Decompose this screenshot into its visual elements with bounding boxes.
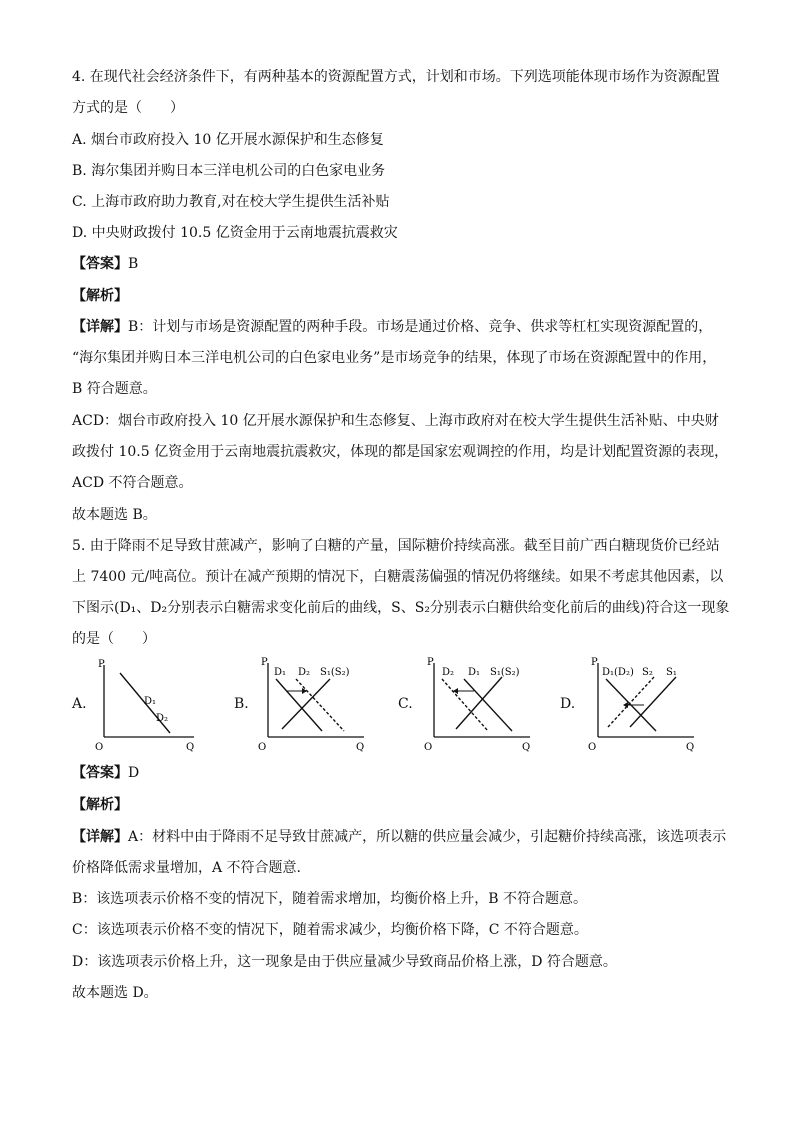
d2-label: D₂	[442, 667, 455, 678]
q5-analysis-line-2: 价格降低需求量增加，A 不符合题意.	[72, 860, 302, 876]
q5-conclusion: 故本题选 D。	[72, 985, 158, 1001]
q5-analysis-line-3: B：该选项表示价格不变的情况下，随着需求增加，均衡价格上升，B 不符合题意。	[72, 891, 588, 907]
q4-answer	[72, 254, 138, 274]
s-label: S₁(S₂)	[320, 667, 350, 678]
q4-option-b: B. 海尔集团并购日本三洋电机公司的白色家电业务	[72, 163, 386, 179]
q-axis-label: Q	[356, 742, 365, 753]
d2-curve	[296, 679, 344, 731]
q5-option-c	[398, 655, 563, 755]
d-label: D₁(D₂)	[602, 667, 634, 678]
q-axis-label: Q	[522, 742, 531, 753]
q4-analysis-line-5: 政拨付 10.5 亿资金用于云南地震抗震救灾，体现的都是国家宏观调控的作用，均是计划配置资源的表现，	[72, 444, 729, 460]
q4-analysis-line-3: B 符合题意。	[72, 381, 157, 397]
option-label: B.	[234, 696, 249, 712]
p-axis-label: P	[591, 657, 598, 668]
option-label: C.	[398, 696, 413, 712]
d2-label: D₂	[298, 667, 311, 678]
origin-label: O	[95, 742, 104, 753]
origin-label: O	[424, 742, 433, 753]
s-label: S₁(S₂)	[490, 667, 520, 678]
origin-label: O	[588, 742, 597, 753]
q4-stem-line-2: 方式的是（ ）	[72, 100, 184, 116]
supply-curve	[282, 679, 330, 729]
d1-curve	[276, 679, 322, 731]
q5-analysis-line-4: C：该选项表示价格不变的情况下，随着需求减少，均衡价格下降，C 不符合题意。	[72, 922, 588, 938]
d1-curve	[464, 679, 512, 731]
d1-label: D₁	[144, 696, 157, 707]
q5-option-a	[72, 655, 237, 755]
option-label: D.	[560, 696, 576, 712]
arrow-head	[453, 688, 458, 694]
answer-value: B	[128, 256, 139, 272]
graph-a	[90, 655, 200, 755]
q4-analysis-line-2: “海尔集团并购日本三洋电机公司的白色家电业务”是市场竞争的结果，体现了市场在资源配置中的作用，	[72, 350, 717, 366]
q5-stem-line-2: 上 7400 元/吨高位。预计在减产预期的情况下，白糖震荡偏强的情况仍将继续。如果不考虑其他因素，以	[72, 569, 724, 585]
q4-option-d: D. 中央财政拨付 10.5 亿资金用于云南地震抗震救灾	[72, 225, 398, 241]
q4-conclusion: 故本题选 B。	[72, 507, 157, 523]
q5-answer	[72, 763, 139, 783]
s1-label: S₁	[666, 667, 677, 678]
q4-option-a: A. 烟台市政府投入 10 亿开展水源保护和生态修复	[72, 132, 384, 148]
q4-analysis-tag: 【解析】	[72, 288, 128, 304]
s2-curve	[608, 677, 654, 727]
analysis-text: A：材料中由于降雨不足导致甘蔗减产，所以糖的供应量会减少，引起糖价持续高涨，该选项表示	[128, 829, 727, 845]
q5-analysis-line-5: D：该选项表示价格上升，这一现象是由于供应量减少导致商品价格上涨，D 符合题意。	[72, 954, 617, 970]
p-axis-label: P	[98, 659, 105, 670]
q4-analysis-line-6: ACD 不符合题意。	[72, 475, 193, 491]
p-axis-label: P	[261, 657, 268, 668]
q5-graph-options	[72, 655, 732, 755]
p-axis-label: P	[427, 657, 434, 668]
answer-tag: 【答案】	[72, 765, 128, 781]
q5-stem-line-4: 的是（ ）	[72, 631, 156, 647]
q4-option-c: C. 上海市政府助力教育,对在校大学生提供生活补贴	[72, 194, 390, 210]
answer-value: D	[128, 765, 140, 781]
analysis-text: B：计划与市场是资源配置的两种手段。市场是通过价格、竞争、供求等杠杠实现资源配置的，	[128, 319, 713, 335]
q5-stem-line-3: 下图示(D₁、D₂分别表示白糖需求变化前后的曲线，S、S₂分别表示白糖供给变化前后的曲线)符合这一现象	[72, 600, 730, 616]
q5-option-b	[234, 655, 399, 755]
graph-c	[416, 655, 536, 755]
d2-label: D₂	[156, 713, 169, 724]
graph-d	[578, 655, 698, 755]
q4-analysis-line-4: ACD：烟台市政府投入 10 亿开展水源保护和生态修复、上海市政府对在校大学生提供生活补贴、中央财	[72, 413, 719, 429]
origin-label: O	[258, 742, 267, 753]
graph-b	[252, 655, 372, 755]
q4-analysis-line-1	[72, 317, 712, 337]
q-axis-label: Q	[686, 742, 695, 753]
detail-tag: 【详解】	[72, 829, 128, 845]
s1-curve	[630, 677, 676, 727]
q5-option-d	[560, 655, 725, 755]
q5-analysis-line-1	[72, 827, 726, 847]
q5-analysis-tag: 【解析】	[72, 797, 128, 813]
d1-label: D₁	[468, 667, 481, 678]
arrow-head	[302, 688, 307, 694]
q-axis-label: Q	[186, 742, 195, 753]
q4-stem-line-1: 4. 在现代社会经济条件下，有两种基本的资源配置方式，计划和市场。下列选项能体现市场作为资源配置	[72, 69, 720, 85]
q5-stem-line-1: 5. 由于降雨不足导致甘蔗减产，影响了白糖的产量，国际糖价持续高涨。截至目前广西白糖现货价已经站	[72, 538, 720, 554]
option-label: A.	[72, 696, 87, 712]
d1-label: D₁	[274, 667, 287, 678]
s2-label: S₂	[642, 667, 653, 678]
d2-curve	[442, 679, 488, 731]
answer-tag: 【答案】	[72, 256, 128, 272]
detail-tag: 【详解】	[72, 319, 128, 335]
